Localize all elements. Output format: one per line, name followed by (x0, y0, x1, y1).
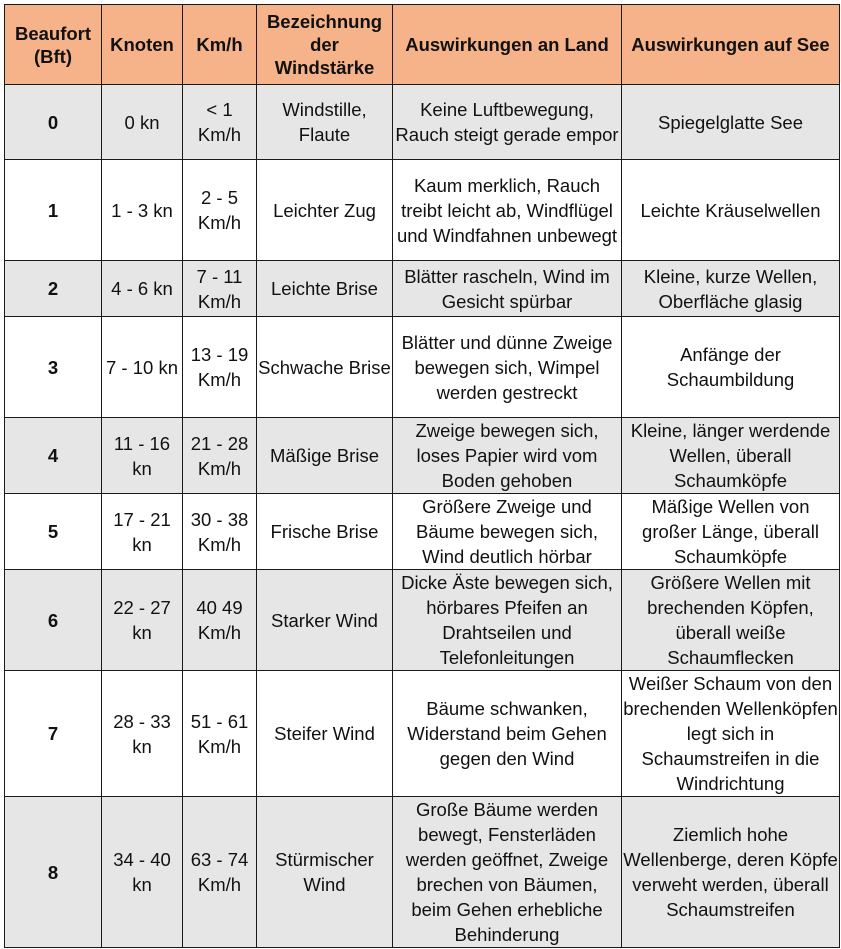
cell-beaufort: 8 (5, 797, 102, 948)
table-row (5, 494, 840, 570)
cell-beaufort: 7 (5, 671, 102, 797)
cell-beaufort: 2 (5, 261, 102, 317)
cell-beaufort: 6 (5, 570, 102, 671)
header-kmh: Km/h (183, 5, 257, 85)
table-header-row (5, 5, 840, 85)
cell-wind-name: Starker Wind (257, 570, 393, 671)
cell-sea-effects: Weißer Schaum von den brechenden Wellenköpfen legt sich in Schaumstreifen in die Windrichtung (622, 671, 840, 797)
cell-knots: 1 - 3 kn (102, 160, 183, 261)
cell-beaufort: 1 (5, 160, 102, 261)
beaufort-table-container (4, 4, 840, 948)
cell-wind-name: Schwache Brise (257, 317, 393, 418)
cell-kmh: 2 - 5 Km/h (183, 160, 257, 261)
cell-sea-effects: Kleine, länger werdende Wellen, überall Schaumköpfe (622, 418, 840, 494)
table-row (5, 418, 840, 494)
cell-kmh: 7 - 11 Km/h (183, 261, 257, 317)
cell-knots: 0 kn (102, 85, 183, 160)
cell-knots: 11 - 16 kn (102, 418, 183, 494)
cell-land-effects: Kaum merklich, Rauch treibt leicht ab, Windflügel und Windfahnen unbewegt (393, 160, 622, 261)
cell-wind-name: Frische Brise (257, 494, 393, 570)
cell-wind-name: Leichte Brise (257, 261, 393, 317)
cell-wind-name: Steifer Wind (257, 671, 393, 797)
cell-kmh: 30 - 38 Km/h (183, 494, 257, 570)
table-row (5, 797, 840, 948)
cell-land-effects: Dicke Äste bewegen sich, hörbares Pfeifen an Drahtseilen und Telefonleitungen (393, 570, 622, 671)
cell-kmh: 13 - 19 Km/h (183, 317, 257, 418)
cell-sea-effects: Spiegelglatte See (622, 85, 840, 160)
cell-knots: 34 - 40 kn (102, 797, 183, 948)
cell-wind-name: Mäßige Brise (257, 418, 393, 494)
cell-knots: 4 - 6 kn (102, 261, 183, 317)
cell-sea-effects: Ziemlich hohe Wellenberge, deren Köpfe verweht werden, überall Schaumstreifen (622, 797, 840, 948)
header-land-effects: Auswirkungen an Land (393, 5, 622, 85)
cell-sea-effects: Mäßige Wellen von großer Länge, überall Schaumköpfe (622, 494, 840, 570)
cell-knots: 22 - 27 kn (102, 570, 183, 671)
cell-land-effects: Große Bäume werden bewegt, Fensterläden werden geöffnet, Zweige brechen von Bäumen, beim Gehen erhebliche Behinderung (393, 797, 622, 948)
cell-kmh: < 1 Km/h (183, 85, 257, 160)
header-name: Bezeichnung der Windstärke (257, 5, 393, 85)
beaufort-scale-table (4, 4, 840, 948)
table-row (5, 317, 840, 418)
cell-land-effects: Größere Zweige und Bäume bewegen sich, Wind deutlich hörbar (393, 494, 622, 570)
cell-kmh: 21 - 28 Km/h (183, 418, 257, 494)
cell-sea-effects: Leichte Kräuselwellen (622, 160, 840, 261)
cell-wind-name: Leichter Zug (257, 160, 393, 261)
cell-land-effects: Zweige bewegen sich, loses Papier wird vom Boden gehoben (393, 418, 622, 494)
table-row (5, 85, 840, 160)
cell-beaufort: 0 (5, 85, 102, 160)
table-row (5, 160, 840, 261)
header-sea-effects: Auswirkungen auf See (622, 5, 840, 85)
cell-land-effects: Bäume schwanken, Widerstand beim Gehen gegen den Wind (393, 671, 622, 797)
cell-land-effects: Blätter und dünne Zweige bewegen sich, Wimpel werden gestreckt (393, 317, 622, 418)
cell-land-effects: Blätter rascheln, Wind im Gesicht spürbar (393, 261, 622, 317)
cell-beaufort: 3 (5, 317, 102, 418)
cell-beaufort: 4 (5, 418, 102, 494)
cell-wind-name: Stürmischer Wind (257, 797, 393, 948)
cell-sea-effects: Anfänge der Schaumbildung (622, 317, 840, 418)
table-row (5, 671, 840, 797)
cell-kmh: 51 - 61 Km/h (183, 671, 257, 797)
header-beaufort: Beaufort (Bft) (5, 5, 102, 85)
table-row (5, 261, 840, 317)
cell-kmh: 40 49 Km/h (183, 570, 257, 671)
cell-wind-name: Windstille, Flaute (257, 85, 393, 160)
table-body (5, 85, 840, 948)
cell-beaufort: 5 (5, 494, 102, 570)
cell-knots: 17 - 21 kn (102, 494, 183, 570)
cell-land-effects: Keine Luftbewegung, Rauch steigt gerade empor (393, 85, 622, 160)
table-row (5, 570, 840, 671)
cell-sea-effects: Kleine, kurze Wellen, Oberfläche glasig (622, 261, 840, 317)
cell-knots: 7 - 10 kn (102, 317, 183, 418)
cell-knots: 28 - 33 kn (102, 671, 183, 797)
header-knots: Knoten (102, 5, 183, 85)
cell-kmh: 63 - 74 Km/h (183, 797, 257, 948)
cell-sea-effects: Größere Wellen mit brechenden Köpfen, überall weiße Schaumflecken (622, 570, 840, 671)
